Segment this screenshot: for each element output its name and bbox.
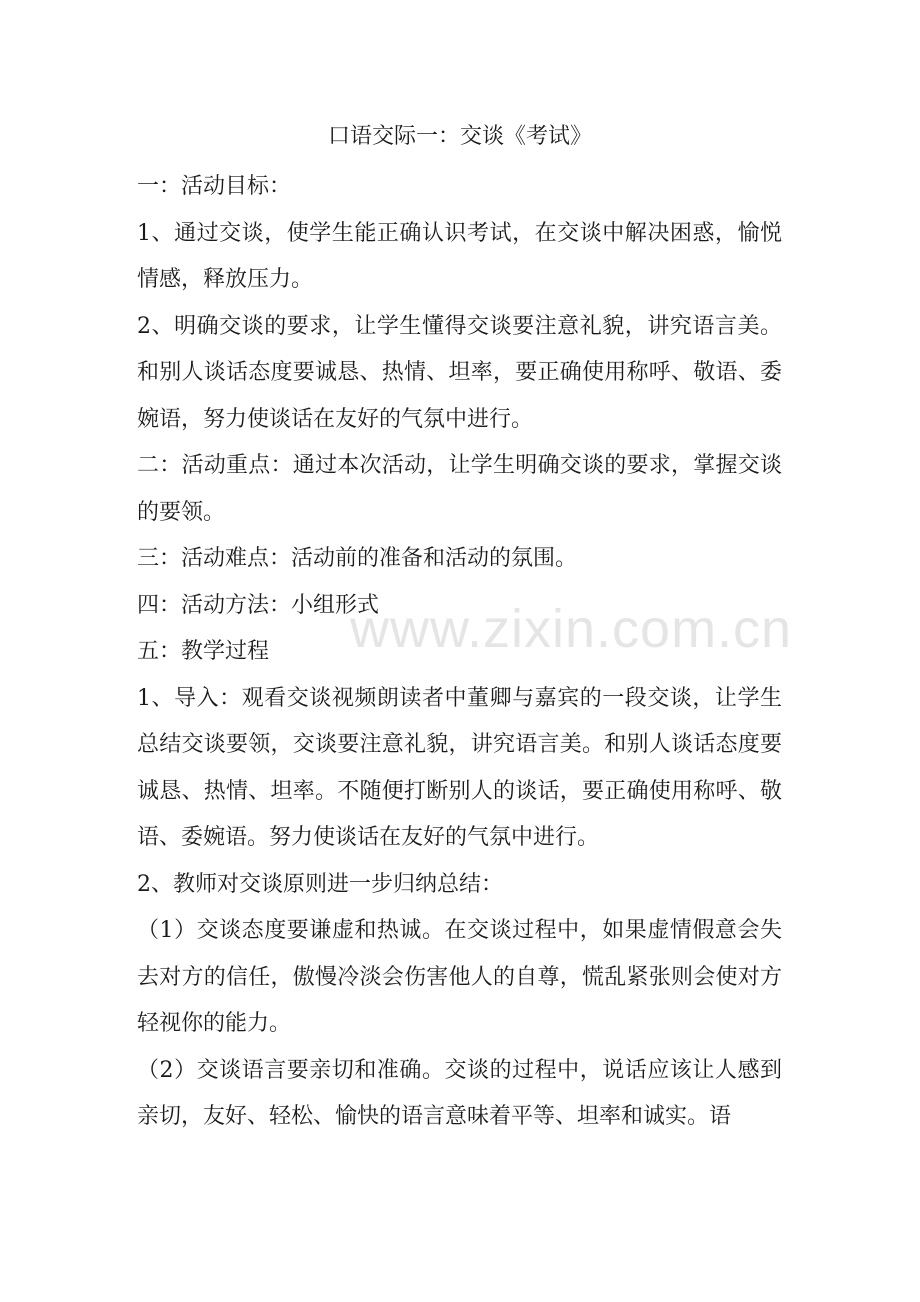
goal-item-1: 1、通过交谈，使学生能正确认识考试，在交谈中解决困惑，愉悦情感，释放压力。 xyxy=(137,220,782,292)
principle-item-2: （2）交谈语言要亲切和准确。交谈的过程中，说话应该让人感到亲切，友好、轻松、愉快的语言意味着平等、坦率和诚实。语 xyxy=(137,1057,782,1129)
section-difficulties: 三：活动难点：活动前的准备和活动的氛围。 xyxy=(137,546,578,571)
process-step-1: 1、导入：观看交谈视频朗读者中董卿与嘉宾的一段交谈，让学生总结交谈要领，交谈要注意礼貌，讲究语言美。和别人谈话态度要诚恳、热情、坦率。不随便打断别人的谈话，要正确使用称呼、敬语、委婉语。努力使谈话在友好的气氛中进行。 xyxy=(137,685,782,850)
goal-item-2: 2、明确交谈的要求，让学生懂得交谈要注意礼貌，讲究语言美。和别人谈话态度要诚恳、热情、坦率，要正确使用称呼、敬语、委婉语，努力使谈话在友好的气氛中进行。 xyxy=(137,313,782,432)
process-step-2: 2、教师对交谈原则进一步归纳总结： xyxy=(137,871,503,897)
section-heading-goals: 一：活动目标： xyxy=(137,174,292,199)
document-body xyxy=(137,164,782,1141)
document-title: 口语交际一：交谈《考试》 xyxy=(327,124,592,149)
section-key-points: 二：活动重点：通过本次活动，让学生明确交谈的要求，掌握交谈的要领。 xyxy=(137,453,782,525)
watermark-text: www.zixin.com.cn xyxy=(350,599,793,659)
section-methods: 四：活动方法：小组形式 xyxy=(137,592,380,618)
section-heading-process: 五：教学过程 xyxy=(137,639,270,664)
principle-item-1: （1）交谈态度要谦虚和热诚。在交谈过程中，如果虚情假意会失去对方的信任，傲慢冷淡会伤害他人的自尊，慌乱紧张则会使对方轻视你的能力。 xyxy=(137,918,782,1036)
